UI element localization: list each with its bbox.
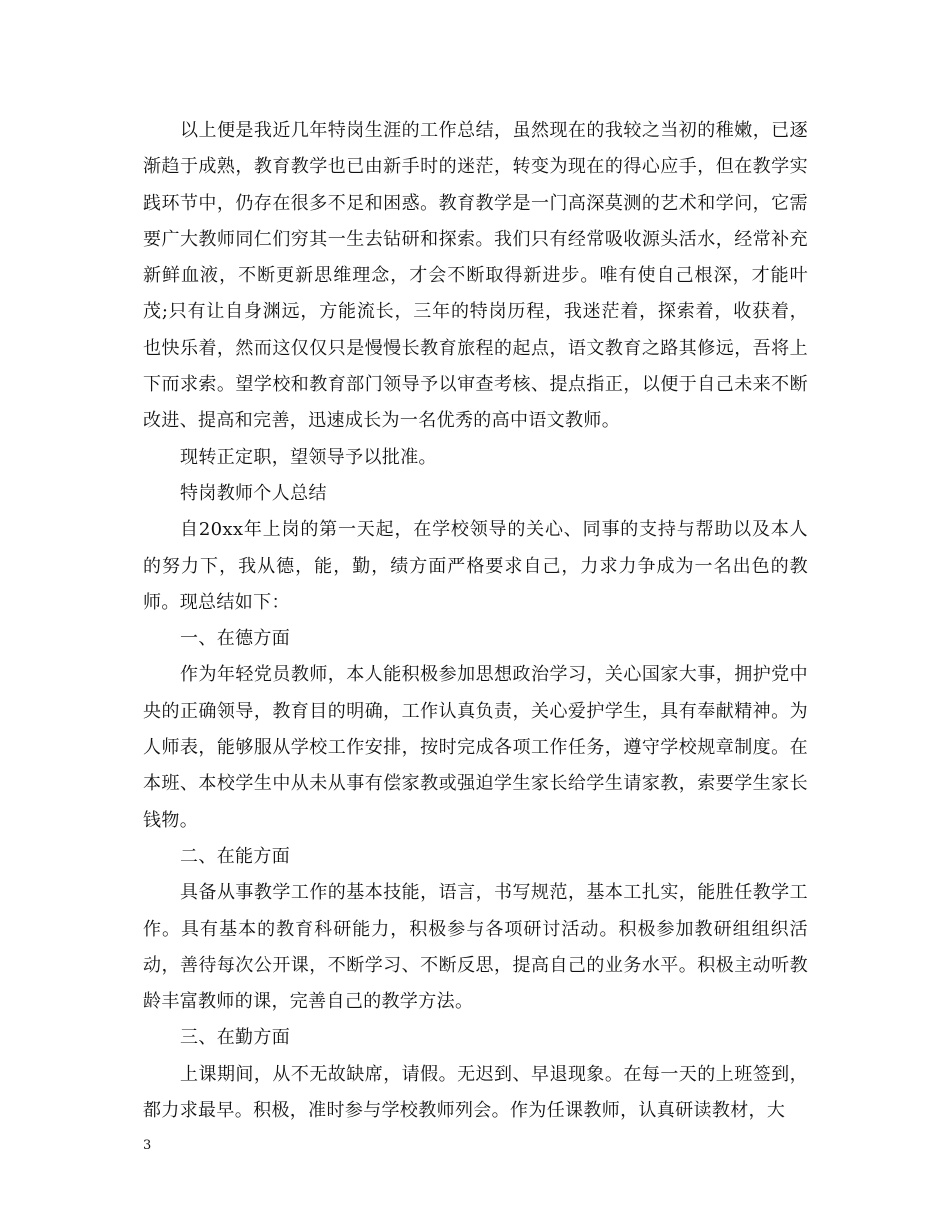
paragraph-intro: 自20xx年上岗的第一天起，在学校领导的关心、同事的支持与帮助以及本人的努力下，我从德，能，勤，绩方面严格要求自己，力求力争成为一名出色的教师。现总结如下： — [143, 519, 808, 613]
section-title: 特岗教师个人总结 — [180, 482, 327, 504]
heading-morality: 一、在德方面 — [180, 628, 291, 650]
heading-diligence: 三、在勤方面 — [180, 1027, 291, 1049]
paragraph-conclusion: 以上便是我近几年特岗生涯的工作总结，虽然现在的我较之当初的稚嫩，已逐渐趋于成熟，教育教学也已由新手时的迷茫，转变为现在的得心应手，但在教学实践环节中，仍存在很多不足和困惑。教育教学是一门高深莫测的艺术和学问，它需要广大教师同仁们穷其一生去钻研和探索。我们只有经常吸收源头活水，经常补充新鲜血液，不断更新思维理念，才会不断取得新进步。唯有使自己根深，才能叶茂;只有让自身渊远，方能流长，三年的特岗历程，我迷茫着，探索着，收获着，也快乐着，然而这仅仅只是慢慢长教育旅程的起点，语文教育之路其修远，吾将上下而求索。望学校和教育部门领导予以审查考核、提点指正，以便于自己未来不断改进、提高和完善，迅速成长为一名优秀的高中语文教师。 — [143, 120, 808, 432]
paragraph-diligence: 上课期间，从不无故缺席，请假。无迟到、早退现象。在每一天的上班签到，都力求最早。积极，准时参与学校教师列会。作为任课教师，认真研读教材，大 — [143, 1063, 808, 1122]
page-number: 3 — [143, 1138, 152, 1153]
paragraph-morality: 作为年轻党员教师，本人能积极参加思想政治学习，关心国家大事，拥护党中央的正确领导，教育目的明确，工作认真负责，关心爱护学生，具有奉献精神。为人师表，能够服从学校工作安排，按时完成各项工作任务，遵守学校规章制度。在本班、本校学生中从未从事有偿家教或强迫学生家长给学生请家教，索要学生家长钱物。 — [143, 664, 808, 831]
paragraph-request: 现转正定职，望领导予以批准。 — [180, 446, 437, 468]
document-body — [143, 113, 808, 1129]
paragraph-ability: 具备从事教学工作的基本技能，语言，书写规范，基本工扎实，能胜任教学工作。具有基本的教育科研能力，积极参与各项研讨活动。积极参加教研组组织活动，善待每次公开课，不断学习、不断反思，提高自己的业务水平。积极主动听教龄丰富教师的课，完善自己的教学方法。 — [143, 882, 808, 1013]
heading-ability: 二、在能方面 — [180, 845, 291, 867]
